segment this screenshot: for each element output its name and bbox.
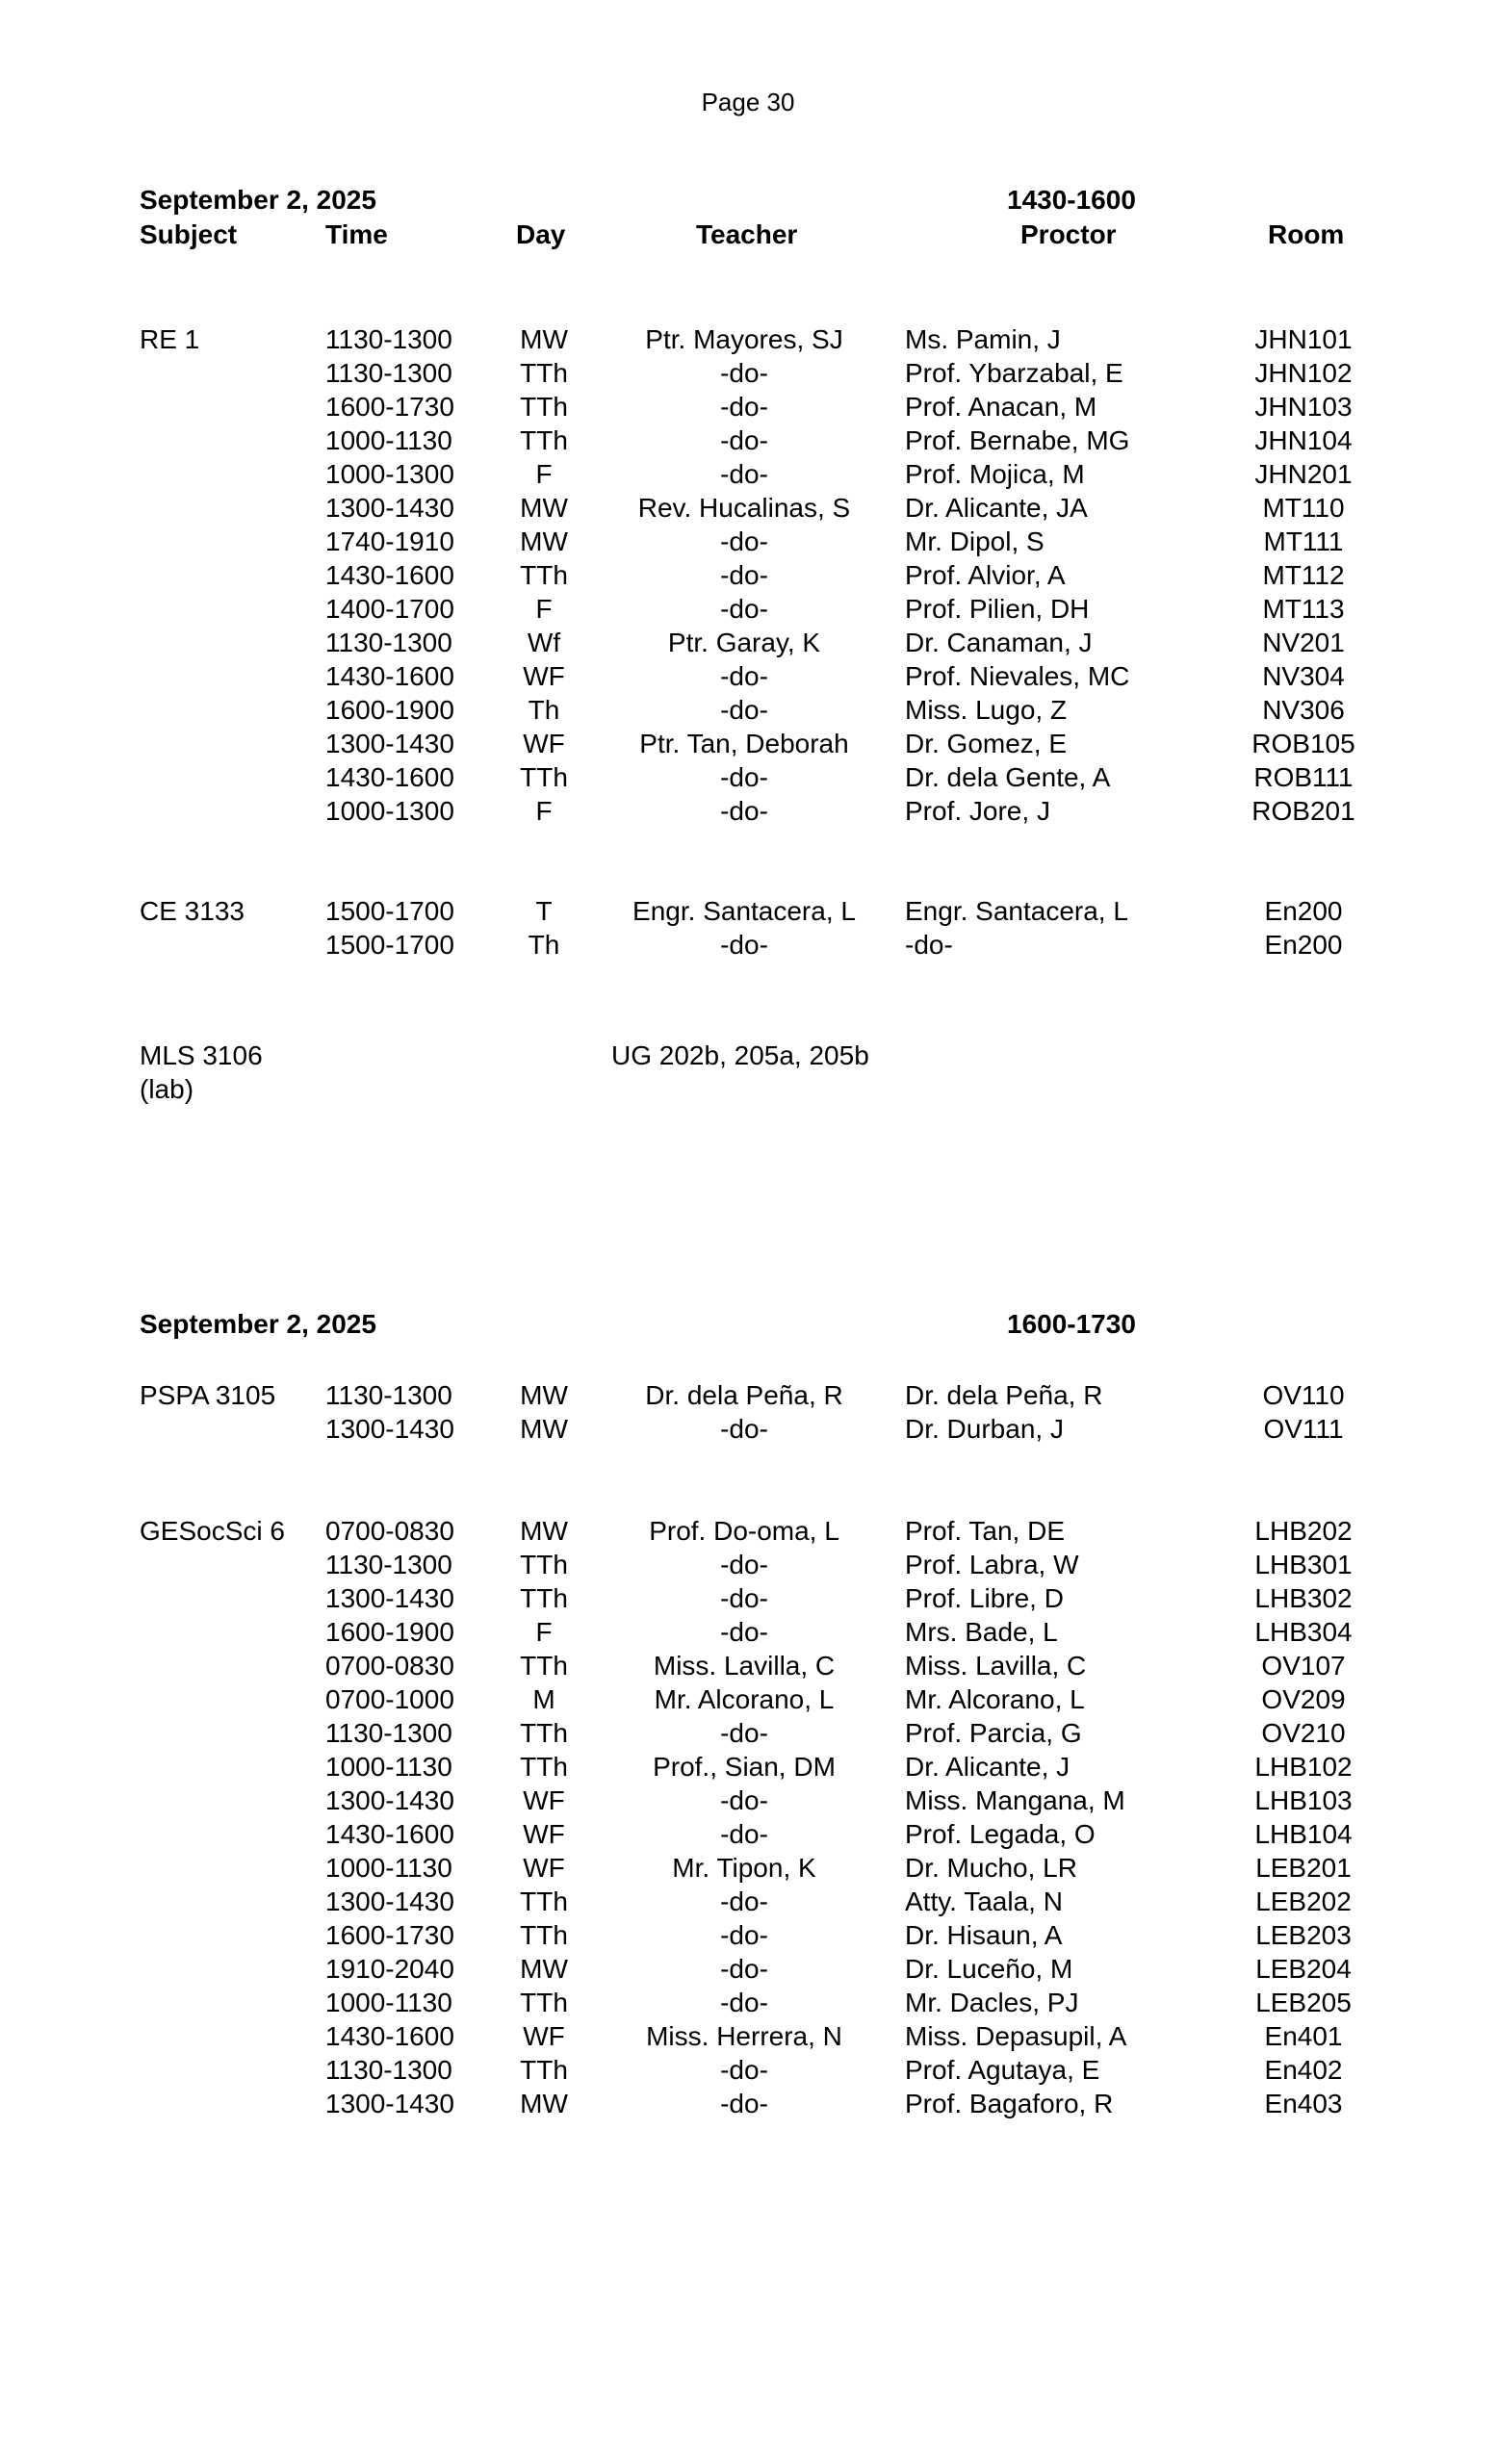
cell-room-text: LHB103 — [1254, 1785, 1353, 1815]
cell-room-text: LHB202 — [1254, 1516, 1353, 1546]
cell-time: 1300-1430 — [325, 1785, 454, 1815]
cell-teacher-text: -do- — [720, 2089, 768, 2118]
cell-teacher-text: -do- — [720, 1550, 768, 1579]
cell-time: 1430-1600 — [325, 1819, 454, 1849]
cell-day-text: MW — [520, 1954, 568, 1984]
header-subject: Subject — [140, 219, 238, 249]
cell-room-text: LHB301 — [1254, 1550, 1353, 1579]
cell-proctor: Mr. Dacles, PJ — [905, 1988, 1079, 2017]
cell-day-text: MW — [520, 2089, 568, 2118]
cell-day-text: F — [535, 796, 553, 826]
cell-time: 1300-1430 — [325, 2089, 454, 2118]
cell-time: 1600-1730 — [325, 1920, 454, 1950]
header-time: Time — [325, 219, 388, 249]
cell-proctor: Prof. Legada, O — [905, 1819, 1096, 1849]
cell-teacher-text: -do- — [720, 358, 768, 388]
cell-time: 1000-1300 — [325, 459, 454, 489]
cell-day-text: TTh — [520, 560, 568, 590]
cell-proctor: Miss. Depasupil, A — [905, 2021, 1127, 2051]
cell-day-text: MW — [520, 526, 568, 556]
cell-day-text: Th — [528, 930, 560, 960]
cell-time: 1130-1300 — [325, 1550, 452, 1579]
cell-room-text: JHN104 — [1254, 425, 1353, 455]
cell-teacher-text: -do- — [720, 425, 768, 455]
cell-time: 1130-1300 — [325, 324, 452, 354]
cell-room-text: MT110 — [1262, 493, 1345, 523]
cell-room-text: OV209 — [1261, 1684, 1346, 1714]
cell-proctor: Dr. Alicante, J — [905, 1752, 1070, 1782]
cell-proctor: Prof. Labra, W — [905, 1550, 1079, 1579]
cell-room-text: LHB304 — [1254, 1617, 1353, 1647]
cell-time: 1130-1300 — [325, 628, 452, 657]
cell-teacher-text: -do- — [720, 1954, 768, 1984]
cell-teacher-text: -do- — [720, 1785, 768, 1815]
cell-time: 1500-1700 — [325, 930, 454, 960]
cell-time: 1130-1300 — [325, 1380, 452, 1410]
cell-room-text: LHB104 — [1254, 1819, 1353, 1849]
cell-proctor: Dr. dela Peña, R — [905, 1380, 1103, 1410]
cell-time: 1000-1130 — [325, 1752, 452, 1782]
cell-time: 1430-1600 — [325, 2021, 454, 2051]
cell-teacher-text: -do- — [720, 661, 768, 691]
cell-room-text: JHN201 — [1254, 459, 1353, 489]
cell-day-text: TTh — [520, 1752, 568, 1782]
cell-time: 1000-1300 — [325, 796, 454, 826]
cell-time: 1130-1300 — [325, 358, 452, 388]
cell-proctor: Prof. Mojica, M — [905, 459, 1085, 489]
cell-day-text: WF — [523, 661, 565, 691]
section-1-date: September 2, 2025 — [140, 185, 376, 215]
cell-teacher-text: Ptr. Mayores, SJ — [645, 324, 843, 354]
cell-proctor: Dr. Durban, J — [905, 1414, 1064, 1444]
cell-proctor: Prof. Nievales, MC — [905, 661, 1130, 691]
cell-time: 1300-1430 — [325, 493, 454, 523]
subject-label: PSPA 3105 — [140, 1380, 276, 1410]
cell-day-text: TTh — [520, 358, 568, 388]
cell-proctor: Prof. Jore, J — [905, 796, 1050, 826]
cell-teacher-text: -do- — [720, 1886, 768, 1916]
cell-day-text: TTh — [520, 1651, 568, 1681]
cell-day-text: MW — [520, 1380, 568, 1410]
cell-proctor: Miss. Mangana, M — [905, 1785, 1125, 1815]
cell-teacher-text: -do- — [720, 1718, 768, 1748]
cell-proctor: Dr. Mucho, LR — [905, 1853, 1077, 1883]
cell-teacher-text: -do- — [720, 796, 768, 826]
cell-room-text: NV201 — [1262, 628, 1345, 657]
cell-proctor: Dr. Alicante, JA — [905, 493, 1088, 523]
cell-time: 1130-1300 — [325, 1718, 452, 1748]
cell-proctor: Mrs. Bade, L — [905, 1617, 1058, 1647]
cell-teacher-text: Miss. Lavilla, C — [653, 1651, 836, 1681]
cell-proctor: Prof. Pilien, DH — [905, 594, 1090, 624]
cell-teacher-text: -do- — [720, 695, 768, 725]
cell-proctor: Prof. Libre, D — [905, 1583, 1064, 1613]
cell-room-text: LEB202 — [1255, 1886, 1352, 1916]
cell-room-text: LHB302 — [1254, 1583, 1353, 1613]
cell-teacher-text: Prof., Sian, DM — [653, 1752, 836, 1782]
cell-time: 1300-1430 — [325, 1583, 454, 1613]
section-2-slot: 1600-1730 — [1007, 1309, 1136, 1339]
cell-teacher-text: -do- — [720, 1920, 768, 1950]
cell-day-text: TTh — [520, 1886, 568, 1916]
cell-time: 1430-1600 — [325, 762, 454, 792]
cell-room-text: LEB203 — [1255, 1920, 1352, 1950]
mls-subject-lab: (lab) — [140, 1074, 194, 1104]
cell-teacher-text: -do- — [720, 762, 768, 792]
cell-teacher-text: Mr. Alcorano, L — [654, 1684, 835, 1714]
cell-time: 1600-1730 — [325, 392, 454, 422]
cell-day-text: WF — [523, 1785, 565, 1815]
cell-day-text: TTh — [520, 1920, 568, 1950]
cell-day-text: F — [535, 1617, 553, 1647]
cell-teacher-text: -do- — [720, 1819, 768, 1849]
cell-teacher-text: Rev. Hucalinas, S — [637, 493, 851, 523]
cell-time: 1740-1910 — [325, 526, 454, 556]
cell-teacher-text: -do- — [720, 2055, 768, 2085]
cell-room-text: MT113 — [1262, 594, 1345, 624]
subject-label: RE 1 — [140, 324, 200, 354]
mls-room-note: UG 202b, 205a, 205b — [611, 1040, 869, 1070]
cell-room-text: En403 — [1264, 2089, 1343, 2118]
cell-time: 1400-1700 — [325, 594, 454, 624]
cell-day-text: WF — [523, 729, 565, 758]
cell-day-text: TTh — [520, 1988, 568, 2017]
cell-teacher-text: -do- — [720, 459, 768, 489]
cell-room-text: ROB105 — [1251, 729, 1355, 758]
cell-time: 0700-0830 — [325, 1651, 454, 1681]
page-number: Page 30 — [701, 88, 795, 116]
cell-room-text: OV110 — [1262, 1380, 1345, 1410]
cell-room-text: OV210 — [1261, 1718, 1346, 1748]
cell-day-text: MW — [520, 1414, 568, 1444]
cell-day-text: Wf — [527, 628, 561, 657]
cell-room-text: En200 — [1264, 930, 1343, 960]
cell-day-text: TTh — [520, 392, 568, 422]
cell-day-text: TTh — [520, 762, 568, 792]
cell-teacher-text: -do- — [720, 594, 768, 624]
cell-time: 1430-1600 — [325, 661, 454, 691]
cell-teacher-text: -do- — [720, 560, 768, 590]
cell-day-text: TTh — [520, 1583, 568, 1613]
cell-proctor: Mr. Dipol, S — [905, 526, 1045, 556]
cell-time: 1430-1600 — [325, 560, 454, 590]
cell-proctor: Prof. Ybarzabal, E — [905, 358, 1123, 388]
cell-teacher-text: -do- — [720, 930, 768, 960]
cell-proctor: Dr. Luceño, M — [905, 1954, 1073, 1984]
cell-time: 1000-1130 — [325, 425, 452, 455]
cell-day-text: WF — [523, 1853, 565, 1883]
cell-proctor: Ms. Pamin, J — [905, 324, 1061, 354]
cell-teacher-text: Ptr. Garay, K — [667, 628, 821, 657]
cell-proctor: Atty. Taala, N — [905, 1886, 1063, 1916]
cell-day-text: MW — [520, 493, 568, 523]
cell-day-text: F — [535, 594, 553, 624]
cell-proctor: Prof. Parcia, G — [905, 1718, 1082, 1748]
cell-time: 1600-1900 — [325, 695, 454, 725]
cell-teacher-text: -do- — [720, 1988, 768, 2017]
cell-proctor: Mr. Alcorano, L — [905, 1684, 1085, 1714]
cell-proctor: Dr. dela Gente, A — [905, 762, 1111, 792]
cell-day-text: TTh — [520, 425, 568, 455]
cell-time: 1910-2040 — [325, 1954, 454, 1984]
cell-proctor: Dr. Hisaun, A — [905, 1920, 1063, 1950]
cell-day-text: M — [532, 1684, 555, 1714]
cell-teacher-text: -do- — [720, 526, 768, 556]
cell-proctor: Prof. Bernabe, MG — [905, 425, 1130, 455]
cell-teacher-text: Ptr. Tan, Deborah — [639, 729, 849, 758]
cell-day-text: F — [535, 459, 553, 489]
cell-day-text: WF — [523, 2021, 565, 2051]
cell-room-text: MT111 — [1263, 526, 1344, 556]
cell-day-text: WF — [523, 1819, 565, 1849]
cell-time: 1000-1130 — [325, 1988, 452, 2017]
cell-room-text: ROB111 — [1253, 762, 1354, 792]
cell-room-text: JHN102 — [1254, 358, 1353, 388]
cell-teacher-text: -do- — [720, 1583, 768, 1613]
cell-proctor: Dr. Canaman, J — [905, 628, 1093, 657]
cell-room-text: En402 — [1264, 2055, 1343, 2085]
cell-proctor: -do- — [905, 930, 953, 960]
cell-proctor: Prof. Anacan, M — [905, 392, 1097, 422]
cell-room-text: ROB201 — [1251, 796, 1355, 826]
subject-label: GESocSci 6 — [140, 1516, 285, 1546]
cell-proctor: Miss. Lavilla, C — [905, 1651, 1087, 1681]
cell-proctor: Prof. Bagaforo, R — [905, 2089, 1114, 2118]
cell-time: 1130-1300 — [325, 2055, 452, 2085]
cell-teacher-text: Engr. Santacera, L — [632, 896, 856, 926]
cell-teacher-text: -do- — [720, 392, 768, 422]
cell-proctor: Prof. Tan, DE — [905, 1516, 1066, 1546]
cell-day-text: TTh — [520, 2055, 568, 2085]
cell-room-text: OV107 — [1261, 1651, 1346, 1681]
cell-proctor: Engr. Santacera, L — [905, 896, 1128, 926]
cell-day-text: T — [535, 896, 553, 926]
cell-teacher-text: Mr. Tipon, K — [672, 1853, 816, 1883]
cell-proctor: Miss. Lugo, Z — [905, 695, 1068, 725]
cell-time: 0700-0830 — [325, 1516, 454, 1546]
subject-label: CE 3133 — [140, 896, 245, 926]
cell-time: 1300-1430 — [325, 1886, 454, 1916]
cell-time: 1300-1430 — [325, 729, 454, 758]
section-1-slot: 1430-1600 — [1007, 185, 1136, 215]
header-teacher: Teacher — [696, 219, 798, 249]
header-day: Day — [516, 219, 566, 249]
cell-proctor: Dr. Gomez, E — [905, 729, 1068, 758]
cell-teacher-text: Prof. Do-oma, L — [649, 1516, 839, 1546]
cell-room-text: LHB102 — [1254, 1752, 1353, 1782]
cell-proctor: Prof. Agutaya, E — [905, 2055, 1100, 2085]
cell-room-text: NV304 — [1262, 661, 1345, 691]
cell-day-text: TTh — [520, 1550, 568, 1579]
cell-day-text: MW — [520, 324, 568, 354]
section-2-date: September 2, 2025 — [140, 1309, 376, 1339]
cell-time: 0700-1000 — [325, 1684, 454, 1714]
header-room: Room — [1268, 219, 1345, 249]
cell-teacher-text: Miss. Herrera, N — [646, 2021, 842, 2051]
cell-time: 1300-1430 — [325, 1414, 454, 1444]
cell-time: 1600-1900 — [325, 1617, 454, 1647]
cell-room-text: NV306 — [1262, 695, 1345, 725]
cell-day-text: Th — [528, 695, 560, 725]
cell-time: 1000-1130 — [325, 1853, 452, 1883]
cell-teacher-text: Dr. dela Peña, R — [645, 1380, 843, 1410]
cell-proctor: Prof. Alvior, A — [905, 560, 1066, 590]
cell-teacher-text: -do- — [720, 1617, 768, 1647]
cell-room-text: LEB201 — [1255, 1853, 1352, 1883]
cell-time: 1500-1700 — [325, 896, 454, 926]
cell-room-text: MT112 — [1262, 560, 1345, 590]
cell-room-text: LEB205 — [1255, 1988, 1352, 2017]
cell-room-text: JHN103 — [1254, 392, 1353, 422]
cell-teacher-text: -do- — [720, 1414, 768, 1444]
cell-room-text: JHN101 — [1254, 324, 1353, 354]
mls-subject: MLS 3106 — [140, 1040, 263, 1070]
cell-room-text: En401 — [1264, 2021, 1343, 2051]
header-proctor: Proctor — [1020, 219, 1117, 249]
cell-day-text: MW — [520, 1516, 568, 1546]
cell-room-text: En200 — [1264, 896, 1343, 926]
cell-day-text: TTh — [520, 1718, 568, 1748]
cell-room-text: OV111 — [1263, 1414, 1344, 1444]
cell-room-text: LEB204 — [1255, 1954, 1352, 1984]
